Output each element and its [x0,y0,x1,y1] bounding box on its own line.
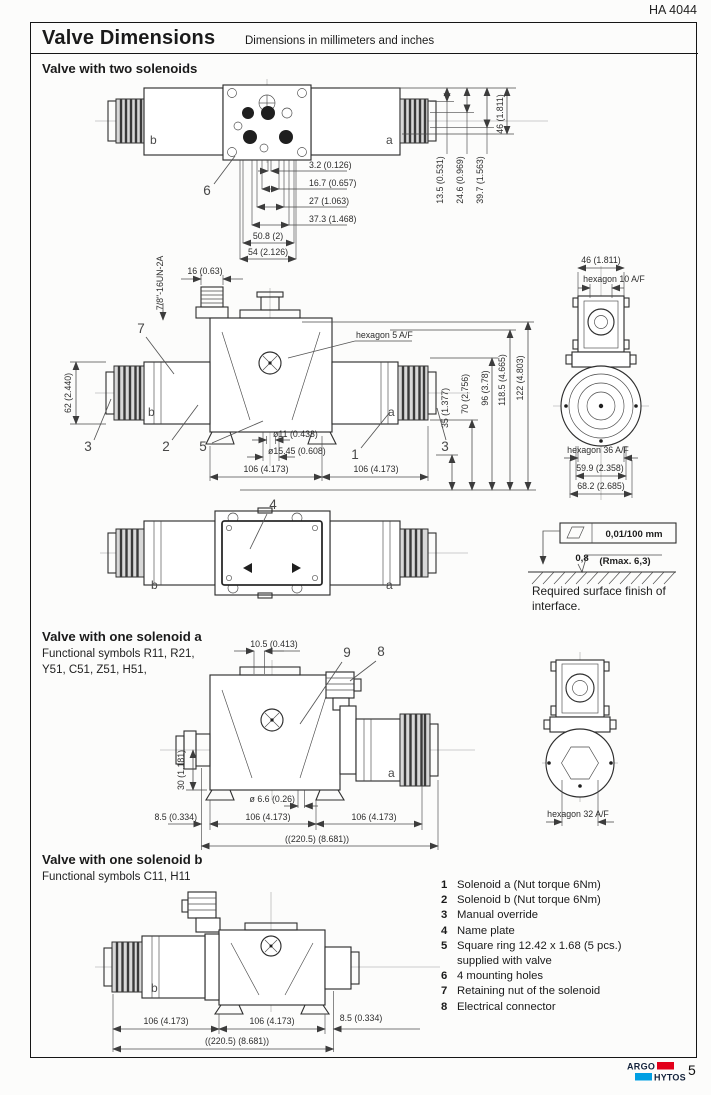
surface-caption-line2: interface. [532,599,581,613]
dim-118-5: 118.5 (4.665) [497,354,507,406]
dim-62: 62 (2.440) [63,372,73,414]
legend-item [441,878,701,893]
page-number: 5 [688,1062,696,1078]
legend-item-number: 1 [441,879,448,891]
dim-16-7: 16.7 (0.657) [309,178,357,188]
hexagon-36-label: hexagon 36 A/F [567,445,629,455]
dim-106-right: 106 (4.173) [249,1016,295,1026]
legend-item-text: 4 mounting holes [457,970,544,983]
dim-overall: ((220.5) (8.681)) [284,834,350,844]
bottom-dim-extensions [210,426,536,490]
callout-3-override-left: 3 [84,439,92,454]
callout-9: 9 [343,645,351,660]
dim-70: 70 (2.756) [460,373,470,415]
functional-symbols-a-line2: Y51, C51, Z51, H51, [42,664,147,676]
legend-item-text: Name plate [457,924,515,937]
logo-text-hytos: HYTOS [654,1072,686,1083]
functional-symbols-b: Functional symbols C11, H11 [42,871,191,883]
dim-96: 96 (3.78) [480,370,490,406]
port-label-a: a [386,578,393,592]
one-solenoid-a-front-view [150,635,480,850]
top-view-extension-lines [240,160,296,259]
legend-item [441,893,701,908]
legend-item [441,1000,701,1015]
parts-legend [441,878,701,1015]
dim-30: 30 (1.181) [176,749,186,791]
one-a-geometry [160,660,475,800]
legend-item-number-spacer [441,954,457,969]
hexagon-32-label: hexagon 32 A/F [547,809,609,819]
dim-106-left: 106 (4.173) [143,1016,189,1026]
logo-blue-block [635,1073,652,1081]
legend-item-number: 5 [441,939,448,952]
one-solenoid-b-front-view [85,885,445,1055]
two-solenoids-top-view [60,76,620,262]
dim-10-5: 10.5 (0.413) [250,639,298,649]
callout-5-square-ring: 5 [199,439,207,454]
surface-caption-line1: Required surface finish of [532,584,666,598]
dim-106-left: 106 (4.173) [245,812,291,822]
one-a-end-geometry [542,652,618,802]
section-heading-one-solenoid-b: Valve with one solenoid b [42,852,203,867]
dim-46-top: 46 (1.811) [495,94,505,134]
legend-item-number: 4 [441,924,448,937]
legend-item [441,939,701,954]
legend-item-text: supplied with valve [457,955,552,968]
legend-item-text: Solenoid a (Nut torque 6Nm) [457,879,601,891]
dim-39-7: 39.7 (1.563) [475,156,485,204]
logo-text-argo: ARGO [627,1061,656,1072]
hexagon-5-label: hexagon 5 A/F [356,330,413,340]
legend-item-text: Retaining nut of the solenoid [457,985,601,998]
dim-37-3: 37.3 (1.468) [309,214,357,224]
legend-item-number: 8 [441,1000,448,1013]
legend-item-text: Solenoid b (Nut torque 6Nm) [457,894,601,907]
surface-hatching [532,572,675,584]
two-solenoids-bottom-view [95,495,475,630]
flatness-leader [543,531,560,564]
logo-red-block [657,1062,674,1070]
legend-item [441,984,701,999]
flatness-symbol-icon [567,527,584,538]
port-dim-extensions [201,275,223,285]
legend-item-number: 6 [441,970,448,983]
front-view-geometry [95,287,470,466]
functional-symbols-a-line1: Functional symbols R11, R21, [42,648,195,660]
one-b-geometry [95,892,440,1014]
callout-7-retaining-nut: 7 [137,321,145,336]
callout-3-override-right: 3 [441,439,449,454]
legend-item-continuation [441,954,701,969]
dim-16: 16 (0.63) [187,266,223,276]
dia-15-45-label: ø15.45 (0.608) [268,446,326,456]
two-solenoids-front-view [55,250,545,498]
callout-6-mounting-holes: 6 [203,183,211,198]
legend-item [441,924,701,939]
port-label-a: a [388,405,395,419]
dim-54: 54 (2.126) [247,247,289,257]
dim-24-6: 24.6 (0.969) [455,156,465,204]
legend-item-number: 7 [441,985,448,998]
one-a-105-extensions [254,651,300,674]
dim-8-5: 8.5 (0.334) [154,812,197,822]
dim-106-left: 106 (4.173) [243,464,289,474]
thread-label: 7/8"-16UN-2A [155,255,165,311]
legend-item-text: Electrical connector [457,1000,556,1013]
port-label-b: b [150,133,157,147]
legend-item-number: 3 [441,909,448,922]
section-heading-two-solenoids: Valve with two solenoids [42,61,198,76]
dia-6-6-extensions [298,790,305,808]
callout-1-solenoid-a: 1 [351,447,359,462]
dim-59-9: 59.9 (2.358) [576,463,624,473]
port-label-b: b [148,405,155,419]
section-heading-one-solenoid-a: Valve with one solenoid a [42,629,202,644]
dim-106-right: 106 (4.173) [353,464,399,474]
legend-item-number: 2 [441,894,448,907]
port-label-a: a [386,133,393,147]
top-view-geometry [95,79,548,163]
dim-46-end: 46 (1.811) [581,255,621,265]
legend-item-text: Square ring 12.42 x 1.68 (5 pcs.) [457,939,622,952]
two-solenoids-end-view [540,252,710,502]
callout-8-connector: 8 [377,644,385,659]
one-solenoid-a-end-view [535,645,665,830]
dim-122: 122 (4.803) [515,355,525,401]
port-label-b: b [151,578,158,592]
header-divider [30,53,698,54]
document-code: HA 4044 [649,3,697,17]
callout-3l-leader [94,399,111,440]
dim-8-5: 8.5 (0.334) [339,1013,383,1023]
dim-50-8: 50.8 (2) [252,231,284,241]
rmax-value: (Rmax. 6,3) [599,556,651,567]
dia-11-label: ø11 (0.433) [273,429,318,439]
dim-106-right: 106 (4.173) [351,812,397,822]
dia-6-6: ø 6.6 (0.26) [249,794,295,804]
dim-13-5: 13.5 (0.531) [435,156,445,204]
argo-hytos-logo [627,1061,686,1083]
port-label-a: a [388,766,395,780]
port-label-b: b [151,981,158,995]
dim-35: 35 (1.377) [440,387,450,429]
roughness-value: 0,8 [575,553,589,564]
dim-27: 27 (1.063) [309,196,350,206]
hexagon-10-label: hexagon 10 A/F [583,274,645,284]
callout-2-solenoid-b: 2 [162,439,170,454]
callout-4-name-plate: 4 [269,497,277,512]
dim-overall: ((220.5) (8.681)) [204,1036,270,1046]
flatness-value: 0,01/100 mm [605,529,663,540]
dim-3-2: 3.2 (0.126) [309,160,352,170]
legend-item-text: Manual override [457,909,539,922]
page-title: Valve Dimensions [42,27,216,49]
legend-item [441,969,701,984]
page-subtitle: Dimensions in millimeters and inches [245,35,435,47]
dim-68-2: 68.2 (2.685) [577,481,625,491]
legend-item [441,908,701,923]
callout-8-leader [350,661,376,681]
surface-finish-graphic [520,515,705,630]
